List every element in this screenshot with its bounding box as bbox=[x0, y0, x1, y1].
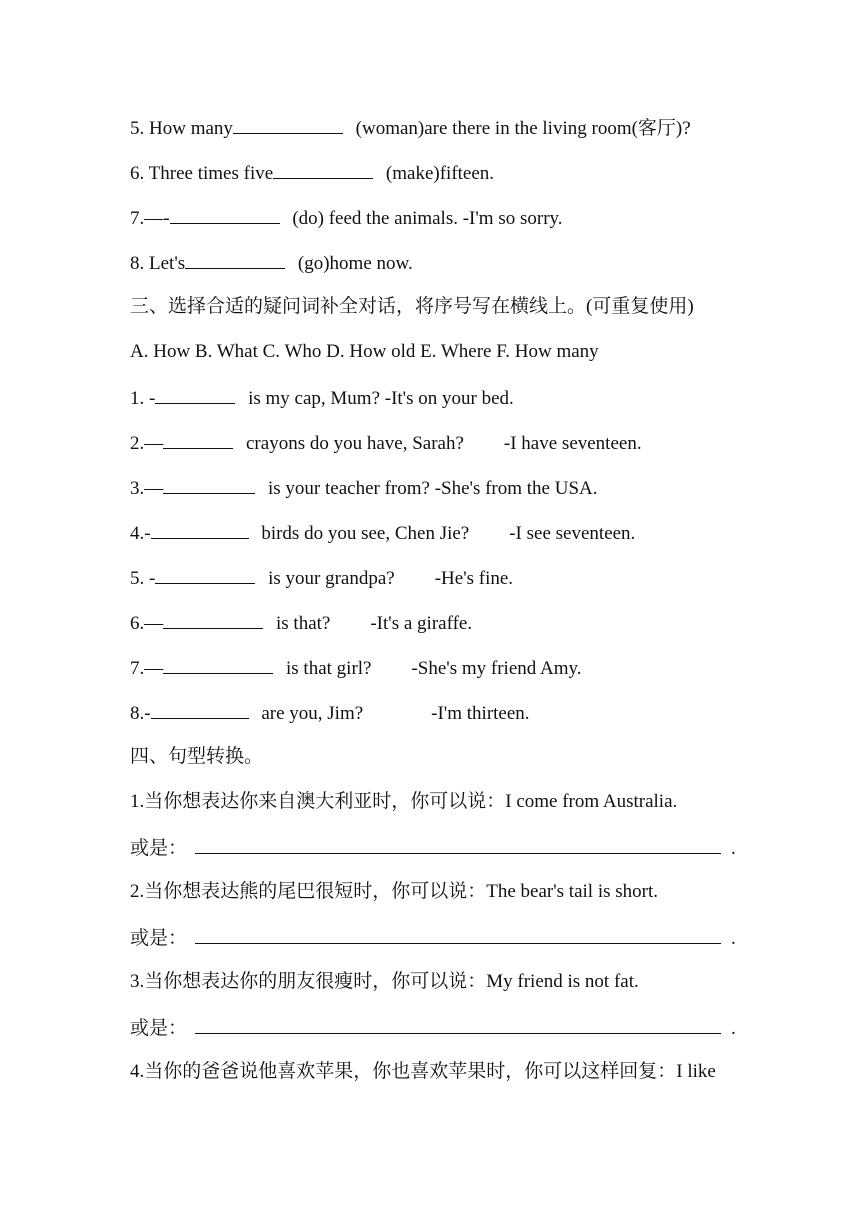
answer-blank[interactable] bbox=[273, 160, 373, 179]
transform-prompt: 1.当你想表达你来自澳大利亚时，你可以说：I come from Australia. bbox=[130, 791, 678, 812]
answer-blank[interactable] bbox=[163, 475, 255, 494]
end-mark: . bbox=[731, 1018, 736, 1039]
item-prefix: 7.— bbox=[130, 658, 164, 679]
dialogue-item bbox=[130, 385, 542, 411]
item-question: is that girl? bbox=[281, 658, 372, 679]
answer-blank[interactable] bbox=[195, 1015, 721, 1034]
item-prefix: 2.— bbox=[130, 433, 164, 454]
answer-blank[interactable] bbox=[185, 250, 285, 269]
answer-blank[interactable] bbox=[155, 565, 255, 584]
item-prefix: 3.— bbox=[130, 478, 164, 499]
item-prefix: 1. - bbox=[130, 388, 156, 409]
question-8 bbox=[130, 250, 413, 276]
dialogue-item bbox=[130, 655, 582, 681]
question-hint: (make)fifteen. bbox=[381, 163, 495, 184]
transform-prompt: 2.当你想表达熊的尾巴很短时，你可以说：The bear's tail is short. bbox=[130, 881, 658, 902]
question-prefix: 5. How many bbox=[130, 118, 233, 139]
item-question: birds do you see, Chen Jie? bbox=[256, 523, 470, 544]
section-heading: 四、句型转换。 bbox=[130, 746, 264, 767]
answer-blank[interactable] bbox=[151, 700, 249, 719]
alt-label: 或是： bbox=[130, 928, 188, 949]
item-question: is your teacher from? -She's from the USA. bbox=[263, 478, 598, 499]
answer-blank[interactable] bbox=[233, 115, 343, 134]
item-answer: -He's fine. bbox=[434, 568, 514, 589]
item-answer: -I'm thirteen. bbox=[431, 703, 530, 724]
answer-blank[interactable] bbox=[151, 520, 249, 539]
question-hint: (go)home now. bbox=[293, 253, 413, 274]
item-question: crayons do you have, Sarah? bbox=[241, 433, 464, 454]
item-question: are you, Jim? bbox=[256, 703, 364, 724]
answer-blank[interactable] bbox=[170, 205, 280, 224]
question-6 bbox=[130, 160, 494, 186]
answer-blank[interactable] bbox=[155, 385, 235, 404]
transform-answer-line bbox=[130, 925, 736, 951]
dialogue-item bbox=[130, 700, 530, 726]
transform-prompt: 3.当你想表达你的朋友很瘦时，你可以说：My friend is not fat. bbox=[130, 971, 639, 992]
question-prefix: 8. Let's bbox=[130, 253, 186, 274]
dialogue-item bbox=[130, 475, 626, 501]
item-prefix: 8.- bbox=[130, 703, 151, 724]
section-heading: 三、选择合适的疑问词补全对话，将序号写在横线上。(可重复使用) bbox=[130, 296, 694, 317]
end-mark: . bbox=[731, 838, 736, 859]
answer-blank[interactable] bbox=[195, 835, 721, 854]
question-hint: (woman)are there in the living room(客厅)? bbox=[350, 118, 691, 139]
dialogue-item bbox=[130, 565, 513, 591]
question-5 bbox=[130, 115, 691, 141]
item-answer: -It's a giraffe. bbox=[370, 613, 473, 634]
item-prefix: 6.— bbox=[130, 613, 164, 634]
transform-prompt: 4.当你的爸爸说他喜欢苹果，你也喜欢苹果时，你可以这样回复：I like bbox=[130, 1061, 716, 1082]
item-answer: -I see seventeen. bbox=[509, 523, 636, 544]
item-prefix: 5. - bbox=[130, 568, 156, 589]
question-prefix: 7.—- bbox=[130, 208, 170, 229]
question-7 bbox=[130, 205, 563, 231]
question-prefix: 6. Three times five bbox=[130, 163, 274, 184]
answer-blank[interactable] bbox=[163, 655, 273, 674]
transform-answer-line bbox=[130, 1015, 736, 1041]
dialogue-item bbox=[130, 430, 642, 456]
item-question: is my cap, Mum? -It's on your bed. bbox=[243, 388, 514, 409]
alt-label: 或是： bbox=[130, 838, 188, 859]
option-list: A. How B. What C. Who D. How old E. Where F. How many bbox=[130, 341, 599, 362]
item-answer: -I have seventeen. bbox=[503, 433, 642, 454]
item-answer: -She's my friend Amy. bbox=[411, 658, 582, 679]
question-hint: (do) feed the animals. -I'm so sorry. bbox=[287, 208, 563, 229]
answer-blank[interactable] bbox=[163, 610, 263, 629]
item-prefix: 4.- bbox=[130, 523, 151, 544]
dialogue-item bbox=[130, 610, 472, 636]
item-question: is that? bbox=[271, 613, 331, 634]
dialogue-item bbox=[130, 520, 635, 546]
end-mark: . bbox=[731, 928, 736, 949]
transform-answer-line bbox=[130, 835, 736, 861]
alt-label: 或是： bbox=[130, 1018, 188, 1039]
answer-blank[interactable] bbox=[163, 430, 233, 449]
item-question: is your grandpa? bbox=[263, 568, 395, 589]
answer-blank[interactable] bbox=[195, 925, 721, 944]
